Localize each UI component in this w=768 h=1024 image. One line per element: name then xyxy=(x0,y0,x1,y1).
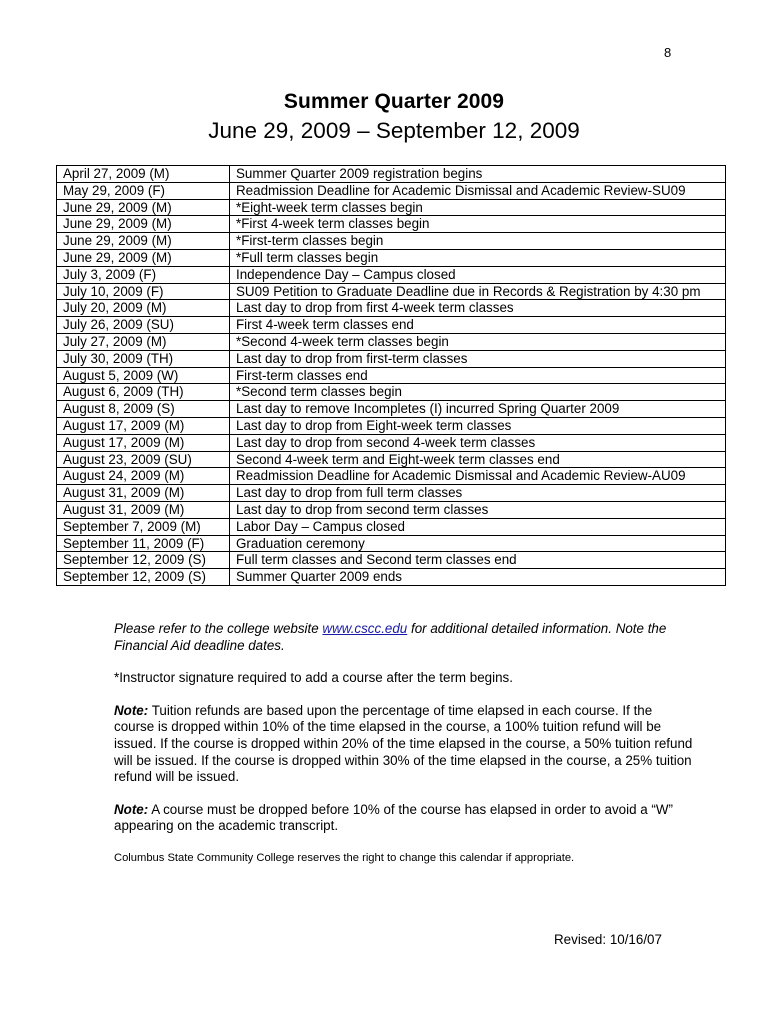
date-cell: July 10, 2009 (F) xyxy=(57,283,230,300)
date-cell: July 26, 2009 (SU) xyxy=(57,317,230,334)
event-cell: First-term classes end xyxy=(230,367,726,384)
table-row xyxy=(57,333,726,350)
notes-section xyxy=(114,621,694,883)
date-cell: August 5, 2009 (W) xyxy=(57,367,230,384)
date-cell: September 11, 2009 (F) xyxy=(57,535,230,552)
date-cell: April 27, 2009 (M) xyxy=(57,166,230,183)
event-cell: Labor Day – Campus closed xyxy=(230,518,726,535)
table-row xyxy=(57,199,726,216)
withdraw-note xyxy=(114,802,694,835)
table-row xyxy=(57,350,726,367)
event-cell: *First-term classes begin xyxy=(230,233,726,250)
event-cell: Readmission Deadline for Academic Dismissal and Academic Review-AU09 xyxy=(230,468,726,485)
date-cell: August 6, 2009 (TH) xyxy=(57,384,230,401)
revised-date: Revised: 10/16/07 xyxy=(554,932,662,947)
event-cell: Last day to drop from second 4-week term classes xyxy=(230,434,726,451)
date-cell: July 27, 2009 (M) xyxy=(57,333,230,350)
table-row xyxy=(57,283,726,300)
withdraw-note-label: Note: xyxy=(114,801,149,817)
event-cell: Last day to drop from Eight-week term classes xyxy=(230,417,726,434)
table-row xyxy=(57,401,726,418)
table-row xyxy=(57,249,726,266)
date-cell: July 20, 2009 (M) xyxy=(57,300,230,317)
date-cell: August 17, 2009 (M) xyxy=(57,417,230,434)
table-row xyxy=(57,552,726,569)
table-row xyxy=(57,166,726,183)
refund-note-label: Note: xyxy=(114,702,149,718)
event-cell: Last day to drop from first 4-week term classes xyxy=(230,300,726,317)
website-note-text-start: Please refer to the college website xyxy=(114,621,323,636)
event-cell: Last day to drop from first-term classes xyxy=(230,350,726,367)
table-row xyxy=(57,485,726,502)
event-cell: Readmission Deadline for Academic Dismissal and Academic Review-SU09 xyxy=(230,182,726,199)
disclaimer: Columbus State Community College reserves the right to change this calendar if appropriate. xyxy=(114,851,575,864)
table-row xyxy=(57,384,726,401)
college-website-link[interactable]: www.cscc.edu xyxy=(322,621,408,636)
table-row xyxy=(57,518,726,535)
event-cell: Full term classes and Second term classes end xyxy=(230,552,726,569)
event-cell: *Eight-week term classes begin xyxy=(230,199,726,216)
table-row xyxy=(57,182,726,199)
event-cell: Last day to drop from second term classes xyxy=(230,501,726,518)
date-cell: July 30, 2009 (TH) xyxy=(57,350,230,367)
table-row xyxy=(57,434,726,451)
instructor-signature-note: *Instructor signature required to add a course after the term begins. xyxy=(114,670,513,686)
date-cell: September 12, 2009 (S) xyxy=(57,552,230,569)
event-cell: Summer Quarter 2009 ends xyxy=(230,569,726,586)
refund-note-text: Tuition refunds are based upon the percentage of time elapsed in each course. If the course is dropped within 10% of the time elapsed in the course, a 100% tuition refund will be issued. If the course is dropped within 20% of the time elapsed in the course, a 50% tuition refund will be issued. If the course is dropped within 30% of the time elapsed in the course, a 25% tuition refund will be issued. xyxy=(114,702,693,785)
table-row xyxy=(57,535,726,552)
date-cell: September 7, 2009 (M) xyxy=(57,518,230,535)
date-cell: August 17, 2009 (M) xyxy=(57,434,230,451)
table-row xyxy=(57,300,726,317)
date-cell: June 29, 2009 (M) xyxy=(57,199,230,216)
date-cell: June 29, 2009 (M) xyxy=(57,249,230,266)
event-cell: Summer Quarter 2009 registration begins xyxy=(230,166,726,183)
table-row xyxy=(57,451,726,468)
event-cell: Graduation ceremony xyxy=(230,535,726,552)
table-row xyxy=(57,417,726,434)
date-cell: August 31, 2009 (M) xyxy=(57,485,230,502)
table-row xyxy=(57,233,726,250)
table-row xyxy=(57,216,726,233)
page-title: Summer Quarter 2009 xyxy=(283,90,505,113)
event-cell: Second 4-week term and Eight-week term classes end xyxy=(230,451,726,468)
date-cell: August 31, 2009 (M) xyxy=(57,501,230,518)
table-row xyxy=(57,569,726,586)
event-cell: First 4-week term classes end xyxy=(230,317,726,334)
calendar-table xyxy=(56,165,726,586)
table-row xyxy=(57,266,726,283)
website-note xyxy=(114,621,694,654)
table-row xyxy=(57,367,726,384)
event-cell: *First 4-week term classes begin xyxy=(230,216,726,233)
date-cell: September 12, 2009 (S) xyxy=(57,569,230,586)
page-subtitle: June 29, 2009 – September 12, 2009 xyxy=(208,118,580,143)
event-cell: Last day to remove Incompletes (I) incurred Spring Quarter 2009 xyxy=(230,401,726,418)
event-cell: SU09 Petition to Graduate Deadline due in Records & Registration by 4:30 pm xyxy=(230,283,726,300)
event-cell: *Full term classes begin xyxy=(230,249,726,266)
date-cell: May 29, 2009 (F) xyxy=(57,182,230,199)
date-cell: August 24, 2009 (M) xyxy=(57,468,230,485)
page-number: 8 xyxy=(664,45,672,60)
withdraw-note-text: A course must be dropped before 10% of the course has elapsed in order to avoid a “W” appearing on the academic transcript. xyxy=(114,801,673,834)
calendar-body xyxy=(57,166,726,586)
event-cell: *Second 4-week term classes begin xyxy=(230,333,726,350)
table-row xyxy=(57,501,726,518)
table-row xyxy=(57,317,726,334)
refund-note xyxy=(114,703,694,786)
event-cell: Independence Day – Campus closed xyxy=(230,266,726,283)
event-cell: *Second term classes begin xyxy=(230,384,726,401)
table-row xyxy=(57,468,726,485)
date-cell: August 23, 2009 (SU) xyxy=(57,451,230,468)
date-cell: June 29, 2009 (M) xyxy=(57,216,230,233)
date-cell: August 8, 2009 (S) xyxy=(57,401,230,418)
date-cell: July 3, 2009 (F) xyxy=(57,266,230,283)
date-cell: June 29, 2009 (M) xyxy=(57,233,230,250)
website-note-text-end: for additional detailed information. Note the Financial Aid deadline dates. xyxy=(114,621,667,653)
event-cell: Last day to drop from full term classes xyxy=(230,485,726,502)
